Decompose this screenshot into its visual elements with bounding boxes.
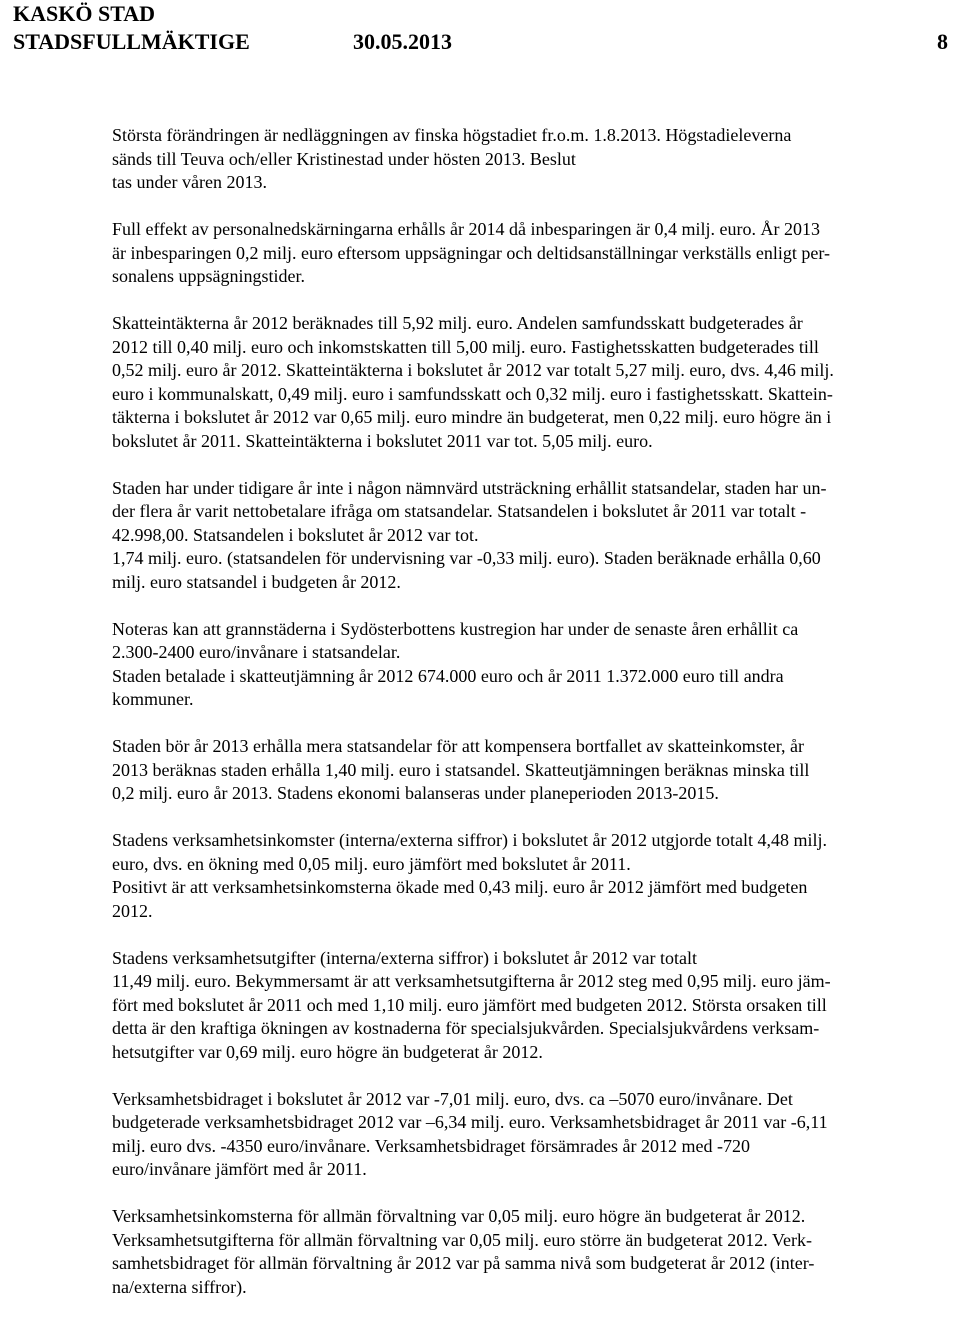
paragraph	[112, 1205, 950, 1299]
header-meeting-line	[13, 28, 948, 56]
paragraph	[112, 618, 950, 712]
text-line: Verksamhetsinkomsterna för allmän förvaltning var 0,05 milj. euro högre än budgeterat år 2012.	[112, 1206, 806, 1226]
text-line: euro i kommunalskatt, 0,49 milj. euro i samfundsskatt och 0,32 milj. euro i fastighetsskatt. Skattein-	[112, 383, 833, 404]
header-org: KASKÖ STAD	[13, 1, 156, 26]
paragraph	[112, 947, 950, 1065]
text-line: sonalens uppsägningstider.	[112, 266, 305, 286]
paragraph	[112, 829, 950, 923]
text-line: 2.300-2400 euro/invånare i statsandelar.	[112, 642, 401, 662]
text-line: Staden har under tidigare år inte i någon nämnvärd utsträckning erhållit statsandelar, staden har un-	[112, 477, 827, 498]
paragraph	[112, 312, 950, 453]
text-line: Positivt är att verksamhetsinkomsterna ökade med 0,43 milj. euro år 2012 jämfört med budgeten	[112, 877, 808, 897]
text-line: Verksamhetsbidraget i bokslutet år 2012 var -7,01 milj. euro, dvs. ca –5070 euro/invånare. Det	[112, 1088, 793, 1109]
text-line: 2012.	[112, 900, 153, 921]
header-meeting: STADSFULLMÄKTIGE	[13, 29, 250, 54]
text-line: milj. euro statsandel i budgeten år 2012.	[112, 571, 401, 592]
text-line: na/externa siffror).	[112, 1276, 247, 1297]
text-line: detta är den kraftiga ökningen av kostnaderna för specialsjukvården. Specialsjukvårdens verksam-	[112, 1018, 820, 1038]
paragraph	[112, 218, 950, 289]
text-line: Full effekt av personalnedskärningarna erhålls år 2014 då inbesparingen är 0,4 milj. euro. År 2013	[112, 219, 820, 239]
text-line: hetsutgifter var 0,69 milj. euro högre än budgeterat år 2012.	[112, 1041, 543, 1062]
document-body	[112, 124, 950, 1323]
text-line: Noteras kan att grannstäderna i Sydösterbottens kustregion har under de senaste åren erhållit ca	[112, 618, 799, 639]
paragraph	[112, 1088, 950, 1182]
text-line: samhetsbidraget för allmän förvaltning år 2012 var på samma nivå som budgeterat år 2012 (inter-	[112, 1253, 815, 1273]
text-line: Staden bör år 2013 erhålla mera statsandelar för att kompensera bortfallet av skatteinkomster, år	[112, 736, 805, 756]
text-line: euro, dvs. en ökning med 0,05 milj. euro jämfört med bokslutet år 2011.	[112, 853, 631, 874]
text-line: är inbesparingen 0,2 milj. euro eftersom uppsägningar och deltidsanställningar verkställs enligt per-	[112, 242, 830, 263]
page-number: 8	[937, 29, 948, 54]
text-line: 1,74 milj. euro. (statsandelen för undervisning var -0,33 milj. euro). Staden beräknade erhålla 0,60	[112, 548, 821, 568]
text-line: fört med bokslutet år 2011 och med 1,10 milj. euro jämfört med budgeten 2012. Största orsaken till	[112, 994, 827, 1015]
paragraph	[112, 735, 950, 806]
text-line: tas under våren 2013.	[112, 172, 267, 192]
text-line: 42.998,00. Statsandelen i bokslutet år 2012 var tot.	[112, 524, 479, 545]
text-line: sänds till Teuva och/eller Kristinestad under hösten 2013. Beslut	[112, 148, 576, 169]
text-line: 2013 beräknas staden erhålla 1,40 milj. euro i statsandel. Skatteutjämningen beräknas minska till	[112, 759, 810, 780]
text-line: täkterna i bokslutet år 2012 var 0,65 milj. euro mindre än budgeterat, men 0,22 milj. euro högre än i	[112, 407, 832, 427]
paragraph	[112, 124, 950, 195]
text-line: Största förändringen är nedläggningen av finska högstadiet fr.o.m. 1.8.2013. Högstadieleverna	[112, 125, 792, 145]
text-line: 0,52 milj. euro år 2012. Skatteintäkterna i bokslutet år 2012 var totalt 5,27 milj. euro, dvs. 4,46 milj.	[112, 360, 834, 380]
text-line: Stadens verksamhetsutgifter (interna/externa siffror) i bokslutet år 2012 var totalt	[112, 947, 697, 968]
text-line: euro/invånare jämfört med år 2011.	[112, 1159, 367, 1179]
text-line: Stadens verksamhetsinkomster (interna/externa siffror) i bokslutet år 2012 utgjorde totalt 4,48 milj.	[112, 830, 828, 850]
text-line: budgeterade verksamhetsbidraget 2012 var –6,34 milj. euro. Verksamhetsbidraget år 2011 var -6,11	[112, 1112, 828, 1132]
text-line: Skatteintäkterna år 2012 beräknades till 5,92 milj. euro. Andelen samfundsskatt budgeterades år	[112, 313, 803, 333]
text-line: 0,2 milj. euro år 2013. Stadens ekonomi balanseras under planeperioden 2013-2015.	[112, 783, 719, 803]
text-line: bokslutet år 2011. Skatteintäkterna i bokslutet 2011 var tot. 5,05 milj. euro.	[112, 430, 653, 451]
text-line: kommuner.	[112, 689, 194, 709]
page-header	[13, 0, 948, 56]
text-line: milj. euro dvs. -4350 euro/invånare. Verksamhetsbidraget försämrades år 2012 med -720	[112, 1135, 750, 1156]
text-line: Staden betalade i skatteutjämning år 2012 674.000 euro och år 2011 1.372.000 euro till andra	[112, 665, 784, 686]
text-line: 2012 till 0,40 milj. euro och inkomstskatten till 5,00 milj. euro. Fastighetsskatten budgeterades till	[112, 336, 819, 357]
paragraph	[112, 477, 950, 595]
text-line: der flera år varit nettobetalare ifråga om statsandelar. Statsandelen i bokslutet år 2011 var totalt -	[112, 501, 807, 521]
header-date: 30.05.2013	[353, 29, 452, 54]
text-line: 11,49 milj. euro. Bekymmersamt är att verksamhetsutgifterna år 2012 steg med 0,95 milj. euro jäm-	[112, 971, 831, 991]
text-line: Verksamhetsutgifterna för allmän förvaltning var 0,05 milj. euro större än budgeterat 2012. Verk-	[112, 1229, 812, 1250]
